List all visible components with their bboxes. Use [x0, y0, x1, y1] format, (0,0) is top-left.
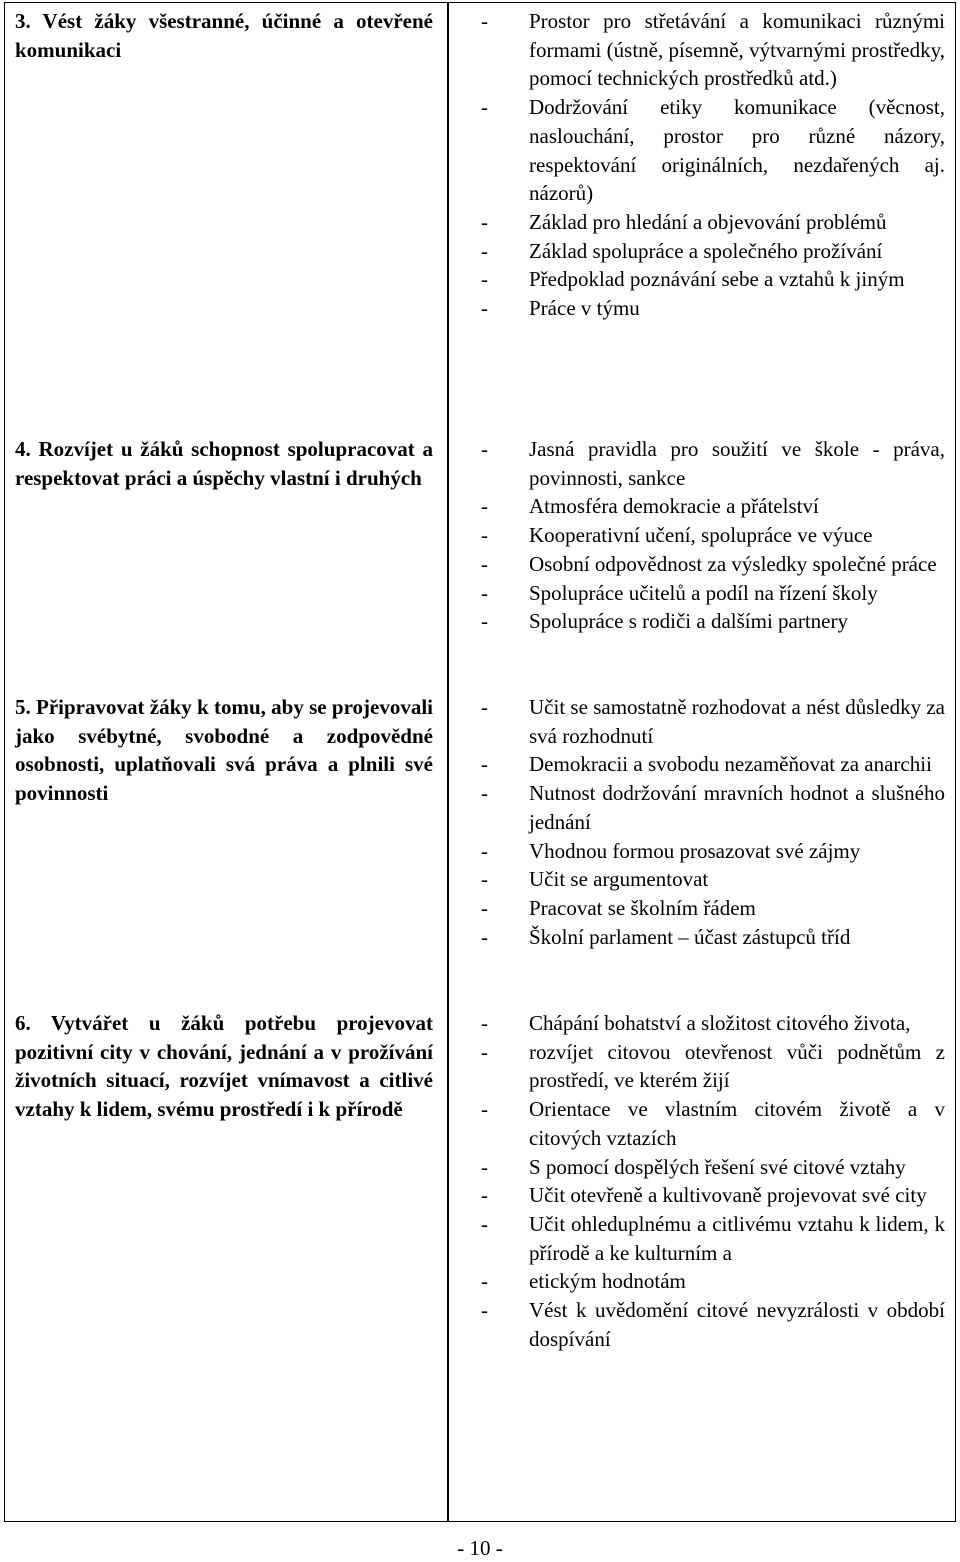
list-item: - Prostor pro střetávání a komunikaci různými formami (ústně, písemně, výtvarnými prostředky, pomocí technických prostředků atd.) — [481, 7, 945, 93]
list-item: - Orientace ve vlastním citovém životě a v citových vztazích — [481, 1095, 945, 1152]
list-item: - Vhodnou formou prosazovat své zájmy — [481, 837, 945, 866]
list-item: - Dodržování etiky komunikace (věcnost, naslouchání, prostor pro různé názory, respektování originálních, nezdařených aj. názorů) — [481, 93, 945, 208]
list-item: - Kooperativní učení, spolupráce ve výuce — [481, 521, 945, 550]
strategy-list — [481, 693, 945, 951]
list-item: - Učit ohleduplnému a citlivému vztahu k lidem, k přírodě a ke kulturním a — [481, 1210, 945, 1267]
list-item: - Nutnost dodržování mravních hodnot a slušného jednání — [481, 779, 945, 836]
list-item: - Základ spolupráce a společného prožívání — [481, 237, 945, 266]
list-item: - Učit se argumentovat — [481, 865, 945, 894]
list-item: - Demokracii a svobodu nezaměňovat za anarchii — [481, 750, 945, 779]
goal-text: 5. Připravovat žáky k tomu, aby se projevovali jako svébytné, svobodné a zodpovědné osobnosti, uplatňovali svá práva a plnili své povinnosti — [15, 695, 433, 806]
list-item: - Učit se samostatně rozhodovat a nést důsledky za svá rozhodnutí — [481, 693, 945, 750]
list-item: - rozvíjet citovou otevřenost vůči podnětům z prostředí, ve kterém žijí — [481, 1038, 945, 1095]
list-item: - Školní parlament – účast zástupců tříd — [481, 923, 945, 952]
goal-text: 3. Vést žáky všestranné, účinné a otevřené komunikaci — [15, 9, 433, 62]
goal-text: 4. Rozvíjet u žáků schopnost spolupracovat a respektovat práci a úspěchy vlastní i druhých — [15, 437, 433, 490]
strategy-list — [481, 1009, 945, 1353]
list-item: - Spolupráce učitelů a podíl na řízení školy — [481, 579, 945, 608]
list-item: - Jasná pravidla pro soužití ve škole - práva, povinnosti, sankce — [481, 435, 945, 492]
list-item: - Předpoklad poznávání sebe a vztahů k jiným — [481, 265, 945, 294]
strategy-list — [481, 435, 945, 636]
list-item: - Základ pro hledání a objevování problémů — [481, 208, 945, 237]
list-item: - S pomocí dospělých řešení své citové vztahy — [481, 1153, 945, 1182]
page-number: - 10 - — [457, 1536, 503, 1560]
list-item: - Pracovat se školním řádem — [481, 894, 945, 923]
goals-table — [4, 2, 956, 1522]
list-item: - etickým hodnotám — [481, 1267, 945, 1296]
list-item: - Práce v týmu — [481, 294, 945, 323]
list-item: - Chápání bohatství a složitost citového života, — [481, 1009, 945, 1038]
list-item: - Spolupráce s rodiči a dalšími partnery — [481, 607, 945, 636]
strategy-list — [481, 7, 945, 323]
goal-text: 6. Vytvářet u žáků potřebu projevovat pozitivní city v chování, jednání a v prožívání životních situací, rozvíjet vnímavost a citlivé vztahy k lidem, svému prostředí i k přírodě — [15, 1011, 433, 1122]
column-divider — [447, 3, 449, 1521]
list-item: - Vést k uvědomění citové nevyzrálosti v období dospívání — [481, 1296, 945, 1353]
list-item: - Osobní odpovědnost za výsledky společné práce — [481, 550, 945, 579]
list-item: - Atmosféra demokracie a přátelství — [481, 492, 945, 521]
list-item: - Učit otevřeně a kultivovaně projevovat své city — [481, 1181, 945, 1210]
